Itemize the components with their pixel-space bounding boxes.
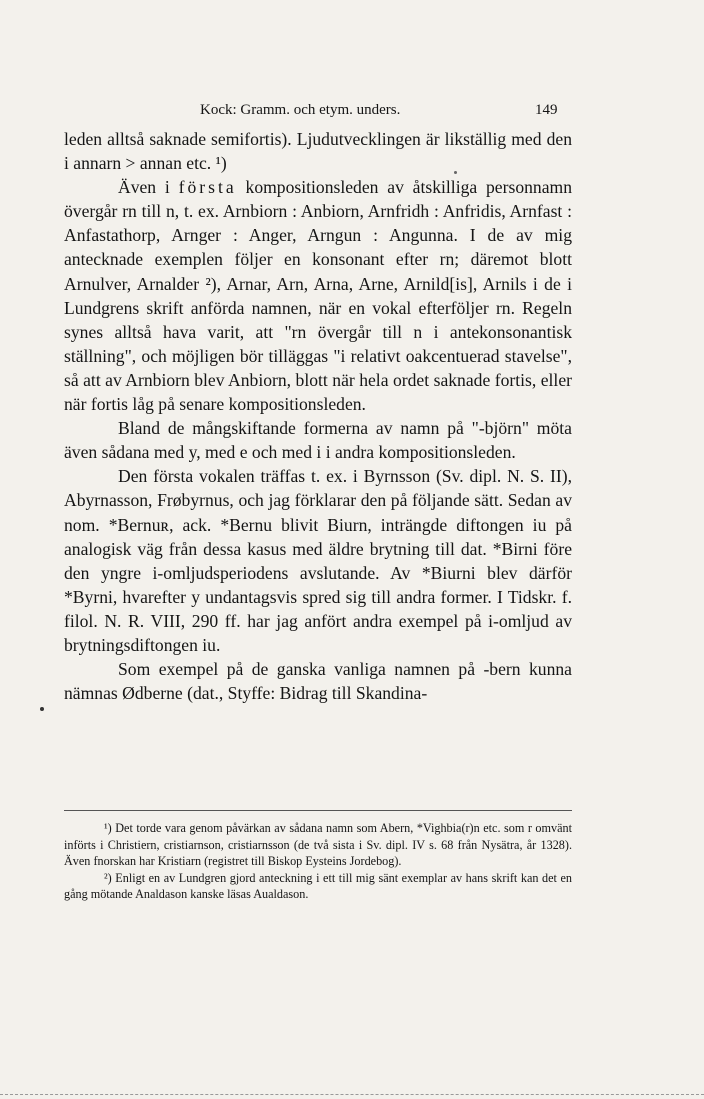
margin-mark bbox=[40, 707, 44, 711]
paragraph-1: leden alltså saknade semifortis). Ljudutvecklingen är likställig med den i annarn > annan etc. ¹) bbox=[64, 129, 572, 174]
footnotes bbox=[64, 820, 572, 903]
paragraph-2-start: Även i bbox=[118, 177, 179, 198]
header-title: Kock: Gramm. och etym. unders. bbox=[200, 102, 401, 118]
paragraph-5: Som exempel på de ganska vanliga namnen på -bern kunna nämnas Ødberne (dat., Styffe: Bidrag till Skandina- bbox=[64, 659, 572, 704]
footnote-2: ²) Enligt en av Lundgren gjord anteckning i ett till mig sänt exemplar av hans skrift kan det en gång mötande Analdason kanske läsas Aualdason. bbox=[64, 870, 572, 902]
paragraph-3: Bland de mångskiftande formerna av namn på "-björn" möta även sådana med y, med e och med i i andra kompositionsleden. bbox=[64, 418, 572, 463]
paragraph-2-rest: kompositionsleden av åtskilliga personnamn övergår rn till n, t. ex. Arnbiorn : Anbiorn, Arnfridh : Anfridis, Arnfast : Anfastathorp, Arnger : Anger, Arngun : Angunna. I de av mig antecknade exemplen följer en konsonant efter rn; däremot blott Arnulver, Arnalder ²), Arnar, Arn, Arna, Arne, Arnild[is], Arnils i de i Lundgrens skrift anförda namnen, när en vokal efterföljer rn. Regeln synes alltså hava varit, att "rn övergår till n i antekonsonantisk ställning", och möjligen bör tilläggas "i relativt oakcentuerad stavelse", så att av Arnbiorn blev Anbiorn, blott när hela ordet saknade fortis, eller när fortis låg på senare kompositionsleden. bbox=[64, 177, 572, 415]
footnote-divider bbox=[64, 810, 572, 812]
footnote-1: ¹) Det torde vara genom påvärkan av sådana namn som Abern, *Vighbia(r)n etc. som r omvänt införts i Christiern, cristiarnson, cristiarnsson (de två sista i Sv. dipl. IV s. 68 från Nysätra, år 1328). Även fnorskan har Kristiarn (registret till Biskop Eysteins Jordebog). bbox=[64, 821, 572, 869]
paragraph-4: Den första vokalen träffas t. ex. i Byrnsson (Sv. dipl. N. S. II), Abyrnasson, Frøbyrnus, och jag förklarar den på följande sätt. Sedan av nom. *Bernuʀ, ack. *Bernu blivit Biurn, inträngde diftongen iu på analogisk väg från dessa kasus med äldre brytning till dat. *Birni före den yngre i-omljudsperiodens avslutande. Av *Biurni blev därför *Byrni, hvarefter y undantagsvis spred sig till andra former. I Tidskr. f. filol. N. R. VIII, 290 ff. har jag anfört andra exempel på i-omljud av brytningsdiftongen iu. bbox=[64, 466, 572, 655]
page-number: 149 bbox=[535, 102, 558, 118]
running-header bbox=[0, 102, 704, 122]
paragraph-2 bbox=[64, 175, 572, 416]
body-text bbox=[64, 127, 572, 705]
scan-bottom-edge bbox=[0, 1094, 704, 1096]
paragraph-2-spaced-word: första bbox=[178, 177, 237, 198]
